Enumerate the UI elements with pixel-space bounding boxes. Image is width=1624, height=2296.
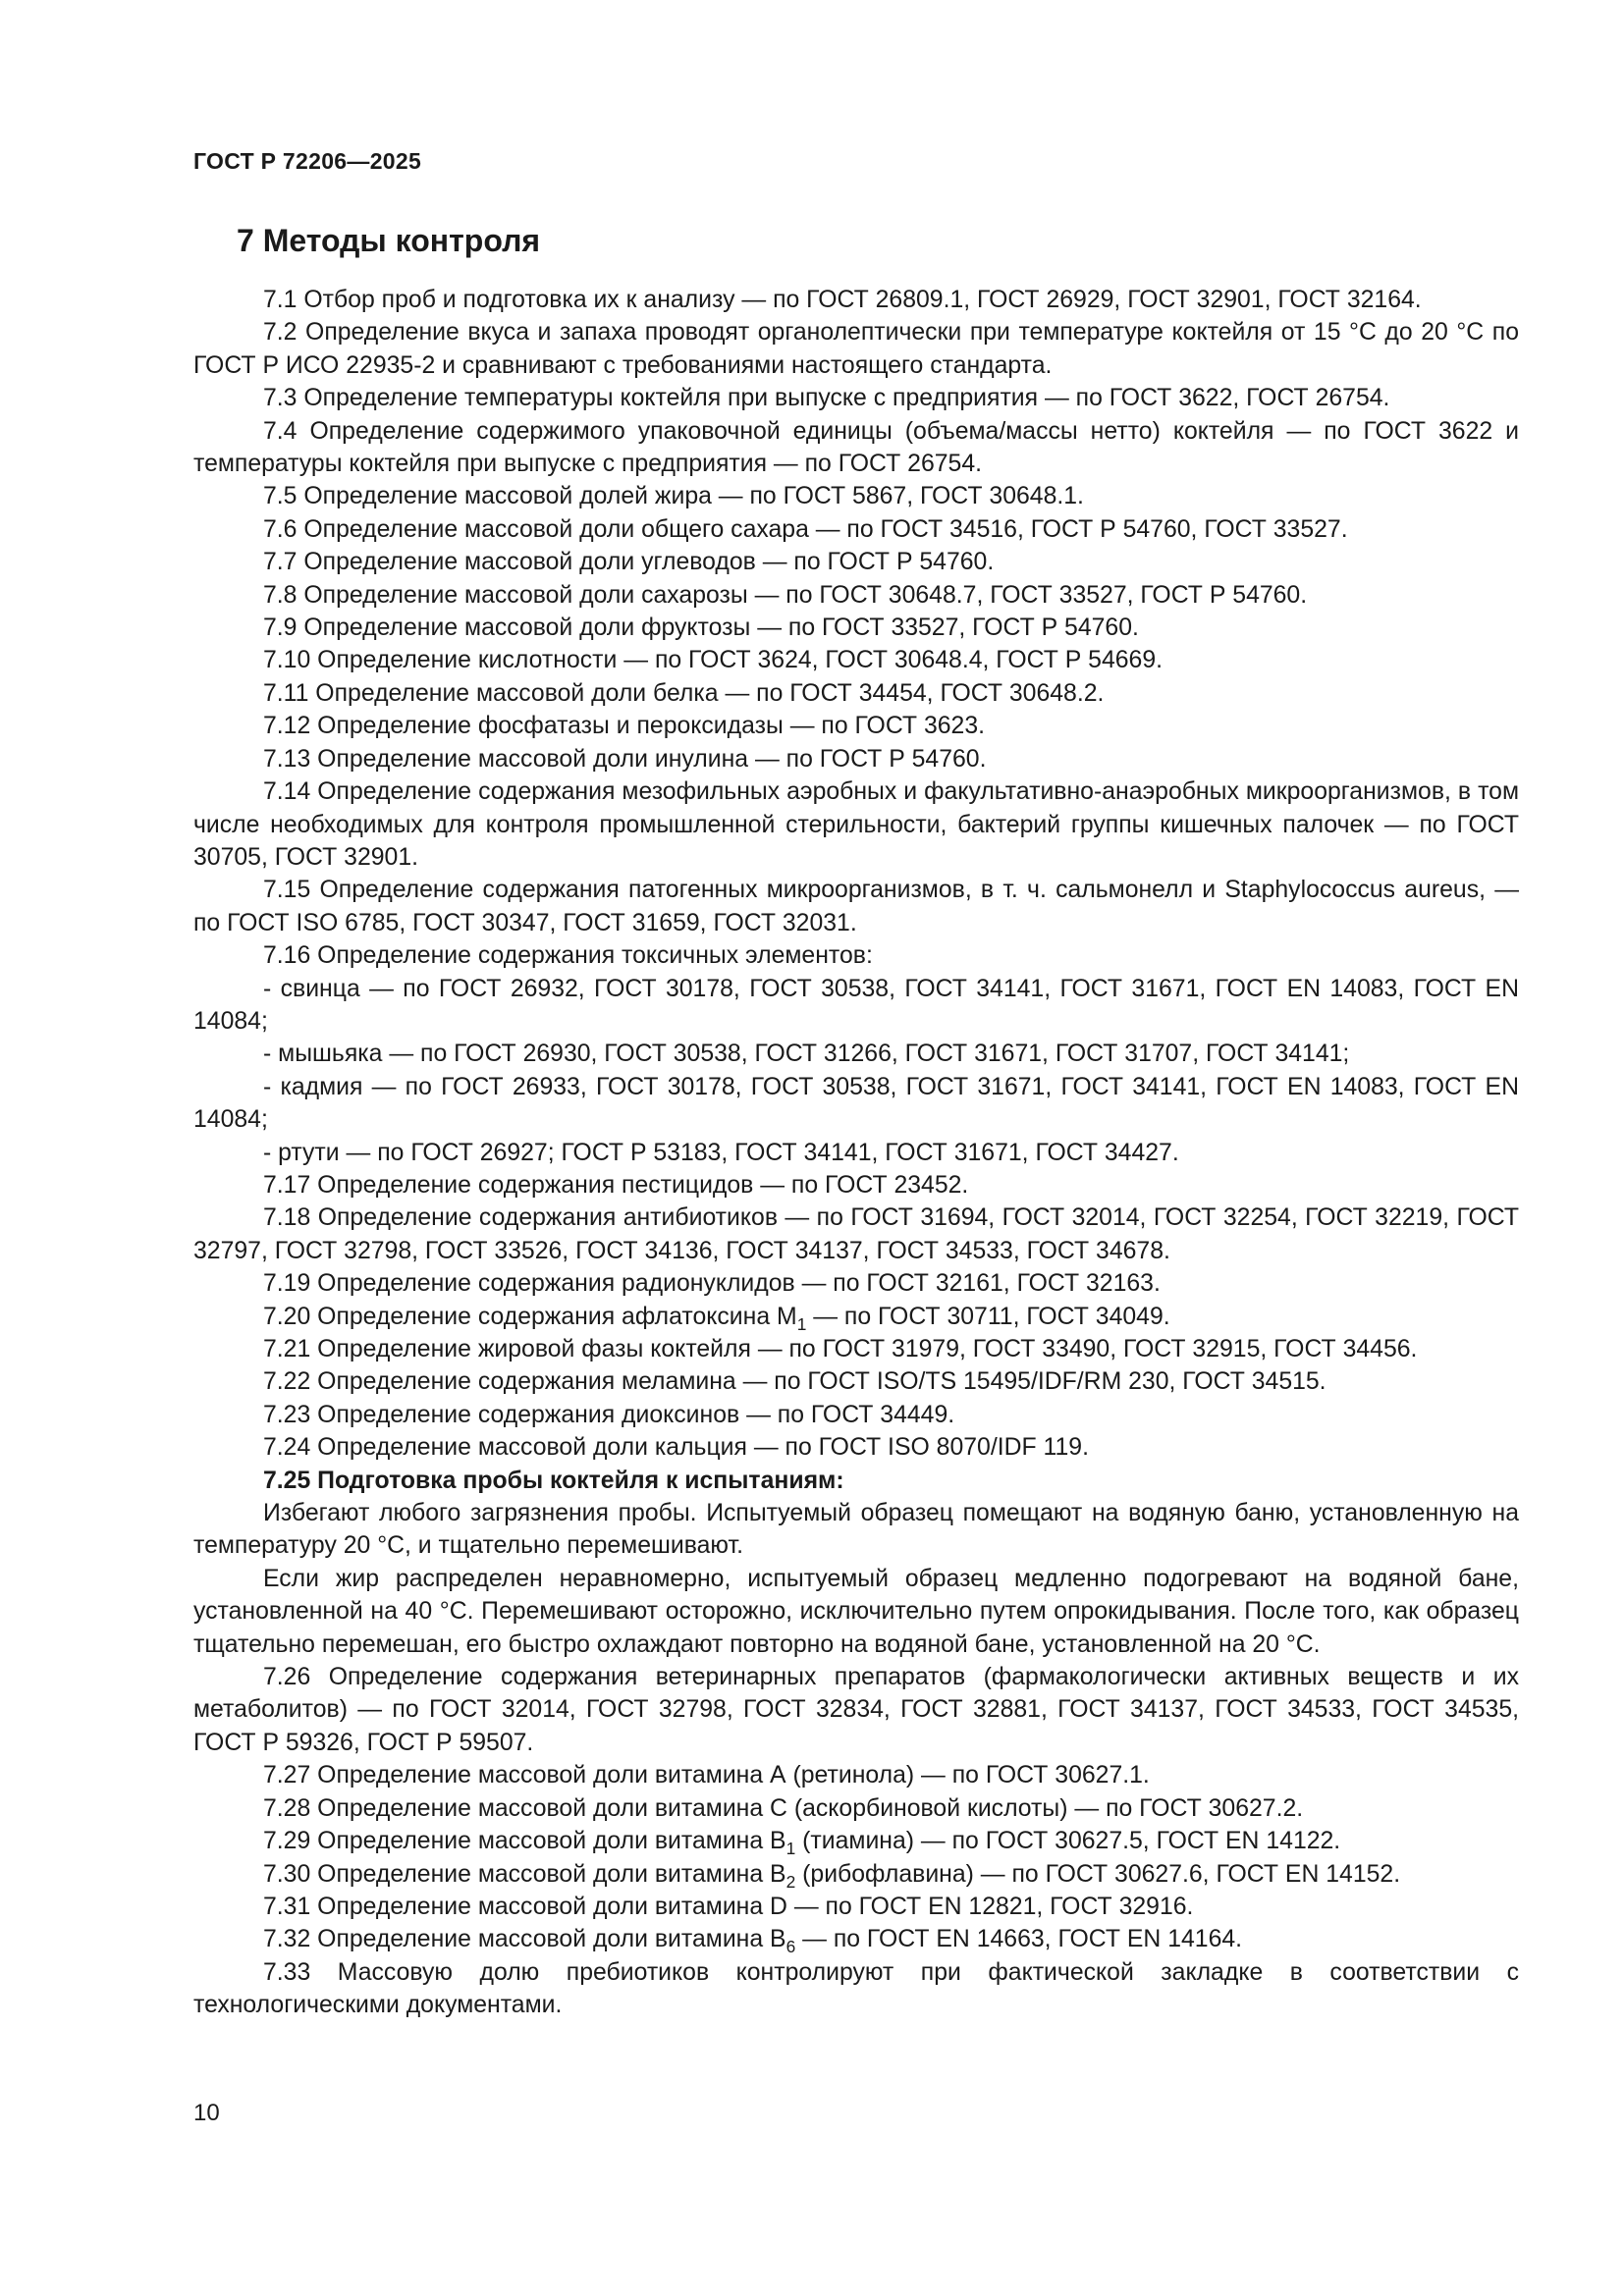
paragraph: 7.6 Определение массовой доли общего сахара — по ГОСТ 34516, ГОСТ Р 54760, ГОСТ 33527. xyxy=(263,515,1348,543)
paragraph: 7.31 Определение массовой доли витамина D — по ГОСТ EN 12821, ГОСТ 32916. xyxy=(263,1893,1194,1920)
section-title: 7 Методы контроля xyxy=(237,223,541,258)
page-number: 10 xyxy=(193,2100,220,2126)
paragraph: 7.10 Определение кислотности — по ГОСТ 3624, ГОСТ 30648.4, ГОСТ Р 54669. xyxy=(263,647,1164,674)
paragraph: 7.22 Определение содержания меламина — по ГОСТ ISO/TS 15495/IDF/RM 230, ГОСТ 34515. xyxy=(263,1368,1326,1396)
paragraph: 7.17 Определение содержания пестицидов — по ГОСТ 23452. xyxy=(263,1171,969,1199)
paragraph: 7.2 Определение вкуса и запаха проводят органолептически при температуре коктейля от 15 °С до 20 °С по ГОСТ Р ИСО 22935-2 и сравнивают с требованиями настоящего стандарта. xyxy=(193,319,1519,379)
paragraph: 7.26 Определение содержания ветеринарных препаратов (фармакологически активных веществ и их метаболитов) — по ГОСТ 32014, ГОСТ 32798, ГОСТ 32834, ГОСТ 32881, ГОСТ 34137, ГОСТ 34533, ГОСТ 34535, ГОСТ Р 59326, ГОСТ Р 59507. xyxy=(193,1664,1519,1756)
list-item: - мышьяка — по ГОСТ 26930, ГОСТ 30538, ГОСТ 31266, ГОСТ 31671, ГОСТ 31707, ГОСТ 34141; xyxy=(263,1041,1350,1068)
paragraph: 7.18 Определение содержания антибиотиков — по ГОСТ 31694, ГОСТ 32014, ГОСТ 32254, ГОСТ 32219, ГОСТ 32797, ГОСТ 32798, ГОСТ 33526, ГОСТ 34136, ГОСТ 34137, ГОСТ 34533, ГОСТ 34678. xyxy=(193,1204,1519,1264)
paragraph: Избегают любого загрязнения пробы. Испытуемый образец помещают на водяную баню, установленную на температуру 20 °С, и тщательно перемешивают. xyxy=(193,1500,1519,1560)
paragraph: 7.8 Определение массовой доли сахарозы — по ГОСТ 30648.7, ГОСТ 33527, ГОСТ Р 54760. xyxy=(263,581,1308,609)
standard-header: ГОСТ Р 72206—2025 xyxy=(193,148,422,174)
paragraph: 7.30 Определение массовой доли витамина $В_2$ (рибофлавина) — по ГОСТ 30627.6, ГОСТ EN 14152. xyxy=(263,1860,1401,1892)
paragraph: 7.7 Определение массовой доли углеводов — по ГОСТ Р 54760. xyxy=(263,549,995,576)
paragraph: 7.9 Определение массовой доли фруктозы — по ГОСТ 33527, ГОСТ Р 54760. xyxy=(263,614,1139,642)
paragraph: Если жир распределен неравномерно, испытуемый образец медленно подогревают на водяной бане, установленной на 40 °С. Перемешивают осторожно, исключительно путем опрокидывания. После того, как образец тщательно перемешан, его быстро охлаждают повторно на водяной бане, установленной на 20 °С. xyxy=(193,1565,1519,1658)
list-item: - ртути — по ГОСТ 26927; ГОСТ Р 53183, ГОСТ 34141, ГОСТ 31671, ГОСТ 34427. xyxy=(263,1139,1179,1166)
paragraph: 7.20 Определение содержания афлатоксина $M_1$ — по ГОСТ 30711, ГОСТ 34049. xyxy=(263,1303,1170,1334)
paragraph: 7.1 Отбор проб и подготовка их к анализу — по ГОСТ 26809.1, ГОСТ 26929, ГОСТ 32901, ГОСТ 32164. xyxy=(263,287,1422,313)
paragraph: 7.13 Определение массовой доли инулина — по ГОСТ Р 54760. xyxy=(263,745,987,773)
paragraph: 7.21 Определение жировой фазы коктейля — по ГОСТ 31979, ГОСТ 33490, ГОСТ 32915, ГОСТ 34456. xyxy=(263,1336,1418,1362)
subsection-heading: 7.25 Подготовка пробы коктейля к испытаниям: xyxy=(263,1467,844,1494)
list-item: - кадмия — по ГОСТ 26933, ГОСТ 30178, ГОСТ 30538, ГОСТ 31671, ГОСТ 34141, ГОСТ EN 14083, ГОСТ EN 14084; xyxy=(193,1073,1519,1134)
paragraph: 7.15 Определение содержания патогенных микроорганизмов, в т. ч. сальмонелл и Staphylococcus aureus, — по ГОСТ ISO 6785, ГОСТ 30347, ГОСТ 31659, ГОСТ 32031. xyxy=(193,877,1519,936)
paragraph: 7.28 Определение массовой доли витамина С (аскорбиновой кислоты) — по ГОСТ 30627.2. xyxy=(263,1794,1304,1822)
paragraph: 7.33 Массовую долю пребиотиков контролируют при фактической закладке в соответствии с технологическими документами. xyxy=(193,1958,1519,2019)
paragraph: 7.24 Определение массовой доли кальция — по ГОСТ ISO 8070/IDF 119. xyxy=(263,1434,1089,1462)
paragraph: 7.19 Определение содержания радионуклидов — по ГОСТ 32161, ГОСТ 32163. xyxy=(263,1270,1161,1298)
paragraph: 7.16 Определение содержания токсичных элементов: xyxy=(263,942,873,970)
paragraph: 7.4 Определение содержимого упаковочной единицы (объема/массы нетто) коктейля — по ГОСТ 3622 и температуры коктейля при выпуске с предприятия — по ГОСТ 26754. xyxy=(193,417,1519,478)
section-body xyxy=(193,284,1519,2022)
paragraph: 7.5 Определение массовой долей жира — по ГОСТ 5867, ГОСТ 30648.1. xyxy=(263,483,1084,510)
paragraph: 7.3 Определение температуры коктейля при выпуске с предприятия — по ГОСТ 3622, ГОСТ 26754. xyxy=(263,385,1390,412)
paragraph: 7.32 Определение массовой доли витамина $В_6$ — по ГОСТ EN 14663, ГОСТ EN 14164. xyxy=(263,1926,1243,1957)
paragraph: 7.27 Определение массовой доли витамина А (ретинола) — по ГОСТ 30627.1. xyxy=(263,1762,1150,1789)
paragraph: 7.14 Определение содержания мезофильных аэробных и факультативно-анаэробных микроорганизмов, в том числе необходимых для контроля промышленной стерильности, бактерий группы кишечных палочек — по ГОСТ 30705, ГОСТ 32901. xyxy=(193,778,1519,871)
list-item: - свинца — по ГОСТ 26932, ГОСТ 30178, ГОСТ 30538, ГОСТ 34141, ГОСТ 31671, ГОСТ EN 14083, ГОСТ EN 14084; xyxy=(193,975,1519,1035)
paragraph: 7.11 Определение массовой доли белка — по ГОСТ 34454, ГОСТ 30648.2. xyxy=(263,679,1105,707)
paragraph: 7.29 Определение массовой доли витамина $В_1$ (тиамина) — по ГОСТ 30627.5, ГОСТ EN 14122. xyxy=(263,1828,1341,1859)
paragraph: 7.12 Определение фосфатазы и пероксидазы — по ГОСТ 3623. xyxy=(263,713,986,740)
paragraph: 7.23 Определение содержания диоксинов — по ГОСТ 34449. xyxy=(263,1401,955,1428)
